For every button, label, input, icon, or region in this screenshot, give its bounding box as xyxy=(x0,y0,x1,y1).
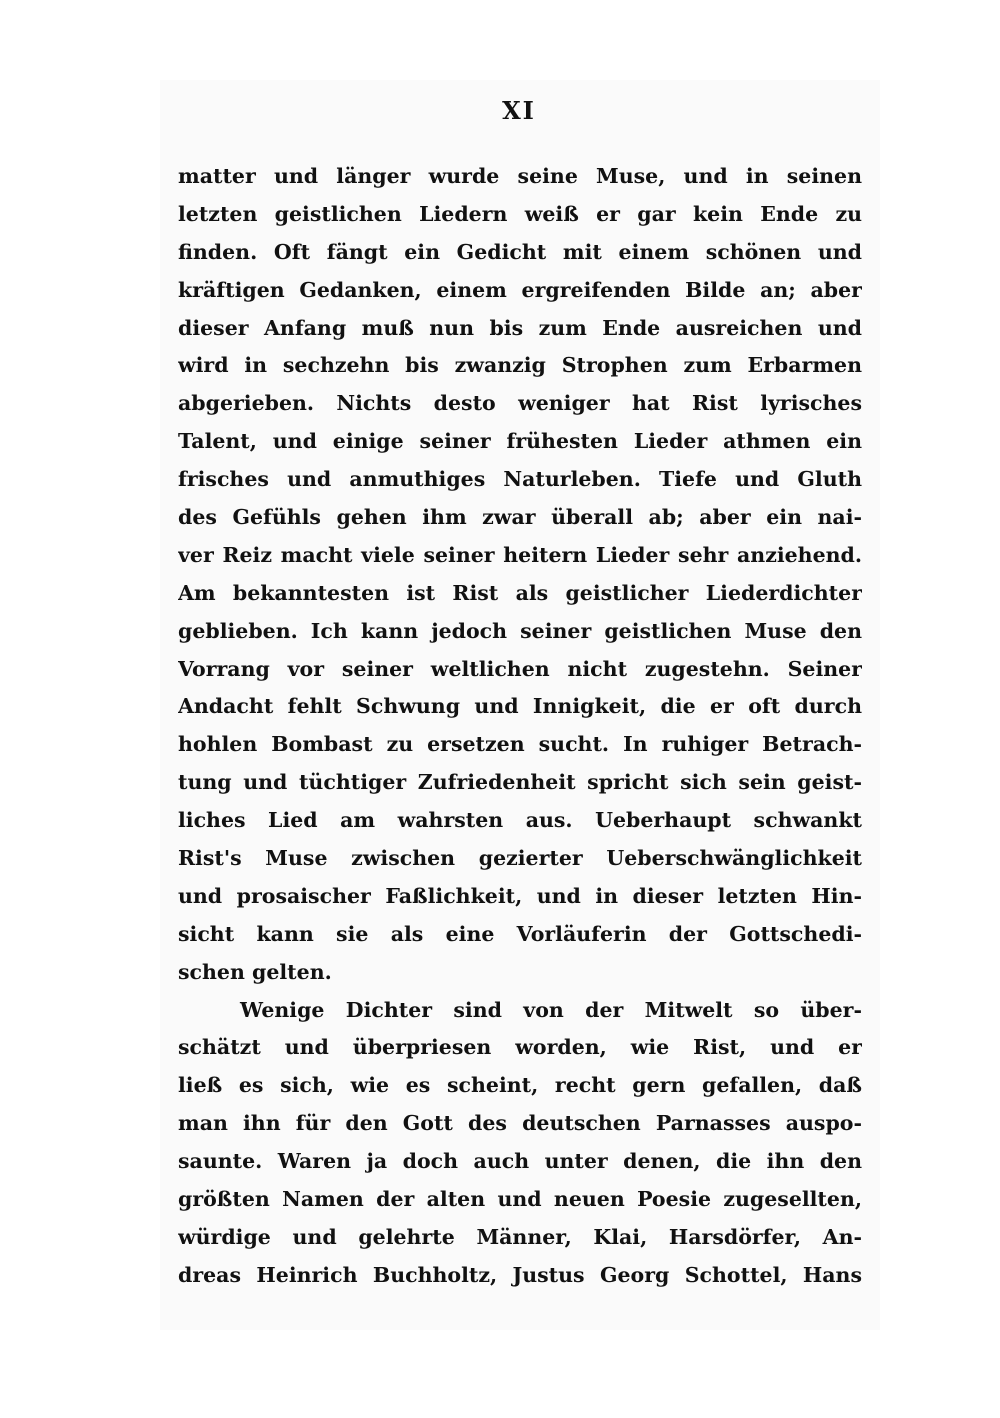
text-line: ver Reiz macht viele seiner heitern Lieder sehr anziehend. xyxy=(178,542,862,567)
text-line: Am bekanntesten ist Rist als geistlicher Liederdichter xyxy=(178,580,862,605)
text-line: Talent, und einige seiner frühesten Lieder athmen ein xyxy=(178,429,862,454)
text-line: frisches und anmuthiges Naturleben. Tiefe und Gluth xyxy=(178,467,862,492)
text-line: finden. Oft fängt ein Gedicht mit einem schönen und xyxy=(178,239,862,264)
text-line: hohlen Bombast zu ersetzen sucht. In ruhiger Betrach- xyxy=(178,732,862,757)
text-line: des Gefühls gehen ihm zwar überall ab; aber ein nai- xyxy=(178,505,862,530)
text-line: dieser Anfang muß nun bis zum Ende ausreichen und xyxy=(178,315,862,340)
text-line: man ihn für den Gott des deutschen Parnasses auspo- xyxy=(178,1111,862,1136)
text-line: würdige und gelehrte Männer, Klai, Harsdörfer, An- xyxy=(178,1224,862,1249)
text-line: geblieben. Ich kann jedoch seiner geistlichen Muse den xyxy=(178,618,862,643)
text-line: Rist's Muse zwischen gezierter Ueberschwänglichkeit xyxy=(178,846,862,871)
text-line: und prosaischer Faßlichkeit, und in dieser letzten Hin- xyxy=(178,883,862,908)
text-line: abgerieben. Nichts desto weniger hat Rist lyrisches xyxy=(178,391,862,416)
text-line: Wenige Dichter sind von der Mitwelt so über- xyxy=(240,997,862,1022)
text-line: ließ es sich, wie es scheint, recht gern gefallen, daß xyxy=(178,1073,862,1098)
text-line: schätzt und überpriesen worden, wie Rist, und er xyxy=(178,1035,862,1060)
text-line: Vorrang vor seiner weltlichen nicht zugestehn. Seiner xyxy=(178,656,862,681)
page-number: XI xyxy=(502,96,536,125)
text-line: tung und tüchtiger Zufriedenheit spricht sich sein geist- xyxy=(178,770,862,795)
text-line: wird in sechzehn bis zwanzig Strophen zum Erbarmen xyxy=(178,353,862,378)
text-line: Andacht fehlt Schwung und Innigkeit, die er oft durch xyxy=(178,694,862,719)
text-line: liches Lied am wahrsten aus. Ueberhaupt schwankt xyxy=(178,808,862,833)
text-line: letzten geistlichen Liedern weiß er gar kein Ende zu xyxy=(178,201,862,226)
text-line: schen gelten. xyxy=(178,959,332,984)
text-line: kräftigen Gedanken, einem ergreifenden Bilde an; aber xyxy=(178,277,862,302)
text-line: dreas Heinrich Buchholtz, Justus Georg Schottel, Hans xyxy=(178,1262,862,1287)
text-line: saunte. Waren ja doch auch unter denen, die ihn den xyxy=(178,1149,862,1174)
text-line: größten Namen der alten und neuen Poesie zugesellten, xyxy=(178,1187,862,1212)
text-line: matter und länger wurde seine Muse, und in seinen xyxy=(178,164,862,188)
text-line: sicht kann sie als eine Vorläuferin der Gottschedi- xyxy=(178,921,862,946)
body-text xyxy=(178,158,862,1295)
